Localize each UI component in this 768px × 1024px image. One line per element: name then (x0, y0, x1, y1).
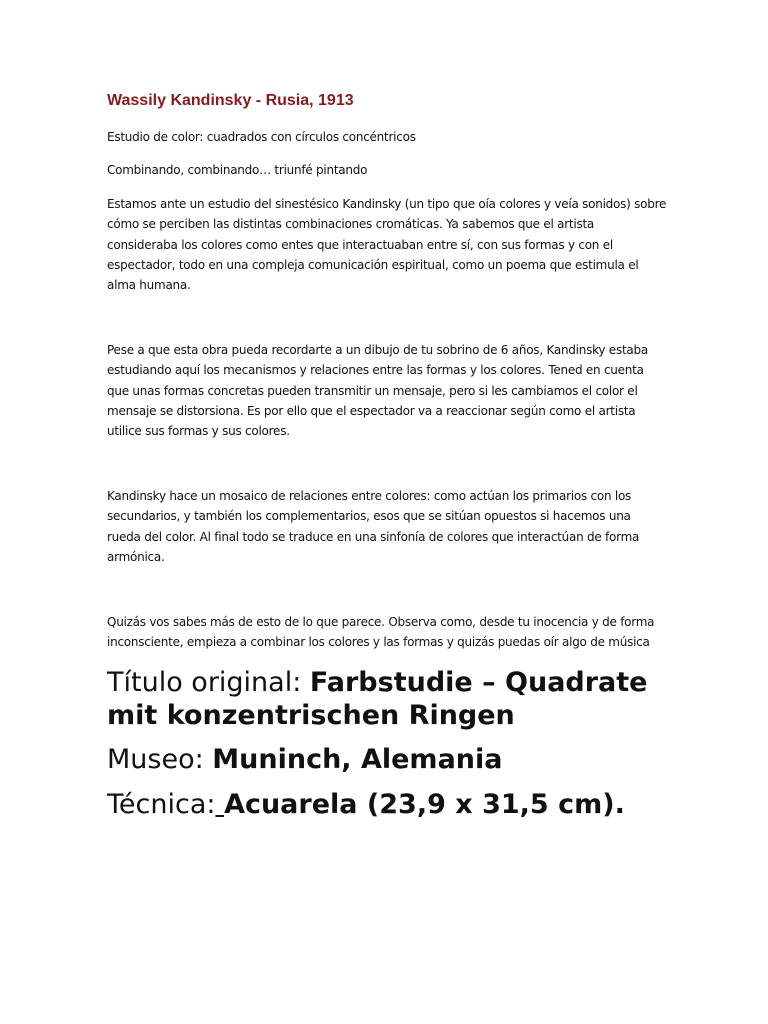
original-title-value: Farbstudie – Quadrate mit konzentrischen Ringen (107, 667, 648, 732)
original-title-line (107, 666, 667, 732)
museum-value: Muninch, Alemania (212, 744, 503, 776)
technique-line (107, 788, 667, 821)
technique-label: Técnica: (107, 789, 216, 821)
original-title-label: Título original: (107, 667, 310, 699)
museum-label: Museo: (107, 744, 213, 776)
artwork-heading: Wassily Kandinsky - Rusia, 1913 (107, 92, 354, 109)
artwork-tagline: Combinando, combinando… triunfé pintando (107, 163, 368, 178)
artwork-subtitle: Estudio de color: cuadrados con círculos concéntricos (107, 130, 416, 144)
paragraph-4: Quizás vos sabes más de esto de lo que parece. Observa como, desde tu inocencia y de forma inconsciente, empieza a combinar los colores y las formas y quizás puedas oír algo de música (107, 614, 655, 649)
document-page (107, 90, 667, 821)
paragraph-2: Pese a que esta obra pueda recordarte a un dibujo de tu sobrino de 6 años, Kandinsky estaba estudiando aquí los mecanismos y relaciones entre las formas y los colores. Tened en cuenta que unas formas concretas pueden transmitir un mensaje, pero si les cambiamos el color el mensaje se distorsiona. Es por ello que el espectador va a reaccionar según como el artista utilice sus formas y sus colores. (107, 342, 648, 439)
technique-spacer (215, 789, 224, 820)
paragraph-1: Estamos ante un estudio del sinestésico Kandinsky (un tipo que oía colores y veía sonidos) sobre cómo se perciben las distintas combinaciones cromáticas. Ya sabemos que el artista consideraba los colores como entes que interactuaban entre sí, con sus formas y con el espectador, todo en una compleja comunicación espiritual, como un poema que estimula el alma humana. (107, 196, 667, 293)
museum-line (107, 743, 667, 776)
paragraph-3: Kandinsky hace un mosaico de relaciones entre colores: como actúan los primarios con los secundarios, y también los complementarios, esos que se sitúan opuestos si hacemos una rueda del color. Al final todo se traduce en una sinfonía de colores que interactúan de forma armónica. (107, 488, 640, 565)
technique-value: Acuarela (23,9 x 31,5 cm). (224, 789, 625, 821)
